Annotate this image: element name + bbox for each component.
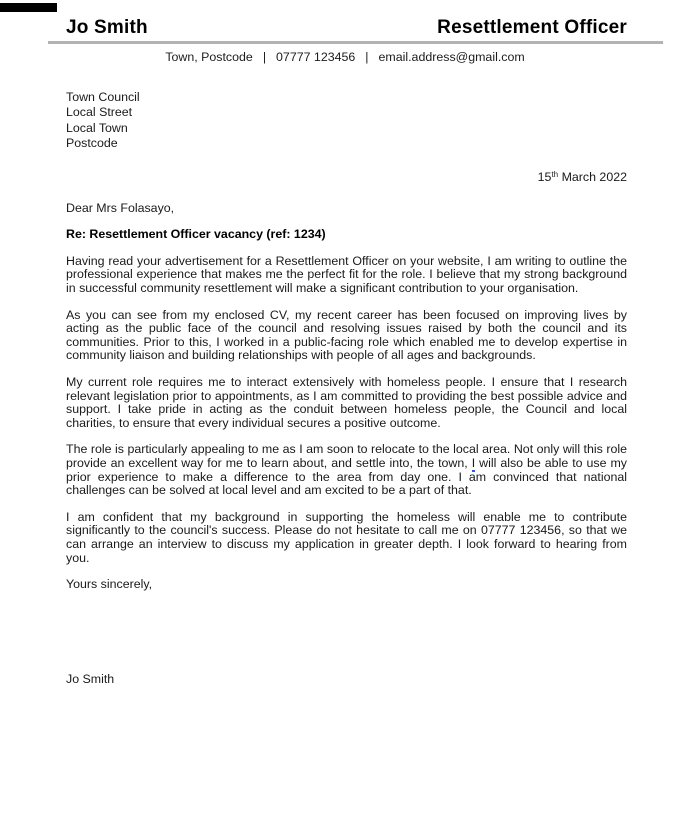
page-corner-mark bbox=[0, 3, 57, 12]
sender-name: Jo Smith bbox=[66, 17, 148, 38]
subject-line: Re: Resettlement Officer vacancy (ref: 1234) bbox=[66, 227, 326, 242]
contact-separator: | bbox=[262, 50, 267, 64]
contact-line bbox=[0, 50, 690, 64]
paragraph-3: My current role requires me to interact extensively with homeless people. I ensure that I research relevant legislation prior to appointments, as I am committed to providing the best possible advice and support. I take pride in acting as the conduit between homeless people, the Council and local charities, to ensure that every individual secures a positive outcome. bbox=[66, 374, 627, 430]
address-line: Postcode bbox=[66, 136, 118, 151]
paragraph-4 bbox=[66, 443, 627, 497]
contact-email: email.address@gmail.com bbox=[378, 50, 525, 64]
contact-separator: | bbox=[365, 50, 369, 64]
paragraph-1: Having read your advertisement for a Resettlement Officer on your website, I am writing to outline the professional experience that makes me the perfect fit for the role. I believe that my strong background in successful community resettlement will make a significant contribution to your organisation. bbox=[66, 253, 627, 295]
date-ordinal: th bbox=[551, 169, 559, 179]
address-line: Local Street bbox=[66, 105, 133, 120]
paragraph-5: I am confident that my background in supporting the homeless will enable me to contribute significantly to the council's success. Please do not hesitate to call me on 07777 123456, so that we can arrange an interview to discuss my application in greater depth. I look forward to hearing from you. bbox=[66, 509, 627, 565]
letter-body bbox=[66, 90, 627, 686]
letter-date bbox=[66, 170, 627, 186]
date-month-year: March 2022 bbox=[558, 169, 627, 184]
header-divider bbox=[48, 41, 663, 44]
signature-name: Jo Smith bbox=[66, 671, 115, 686]
salutation: Dear Mrs Folasayo, bbox=[66, 200, 175, 215]
paragraph-4-text: will also be able to use my prior experience to make a difference to the area from day one. I am convinced that national challenges can be solved at local level and am excited to be a part of that. bbox=[66, 455, 627, 498]
contact-location: Town, Postcode bbox=[165, 50, 253, 64]
sender-job-title: Resettlement Officer bbox=[437, 17, 627, 38]
grammar-check-underline: I bbox=[471, 455, 476, 470]
address-line: Town Council bbox=[66, 90, 140, 104]
letterhead bbox=[66, 17, 627, 39]
contact-phone: 07777 123456 bbox=[276, 50, 356, 64]
address-line: Local Town bbox=[66, 120, 128, 135]
paragraph-4-text: The role is particularly appealing to me as I am soon to relocate to the local area. Not only will this role provide an excellent way for me to learn about, and settle into, the town, bbox=[66, 442, 627, 470]
closing: Yours sincerely, bbox=[66, 577, 153, 592]
date-day: 15 bbox=[537, 169, 552, 184]
recipient-address bbox=[66, 90, 627, 152]
paragraph-2: As you can see from my enclosed CV, my recent career has been focused on improving lives by acting as the public face of the council and resolving issues raised by both the council and its communities. Prior to this, I worked in a public-facing role which enabled me to develop expertise in community liaison and building relationships with people of all ages and backgrounds. bbox=[66, 307, 627, 363]
